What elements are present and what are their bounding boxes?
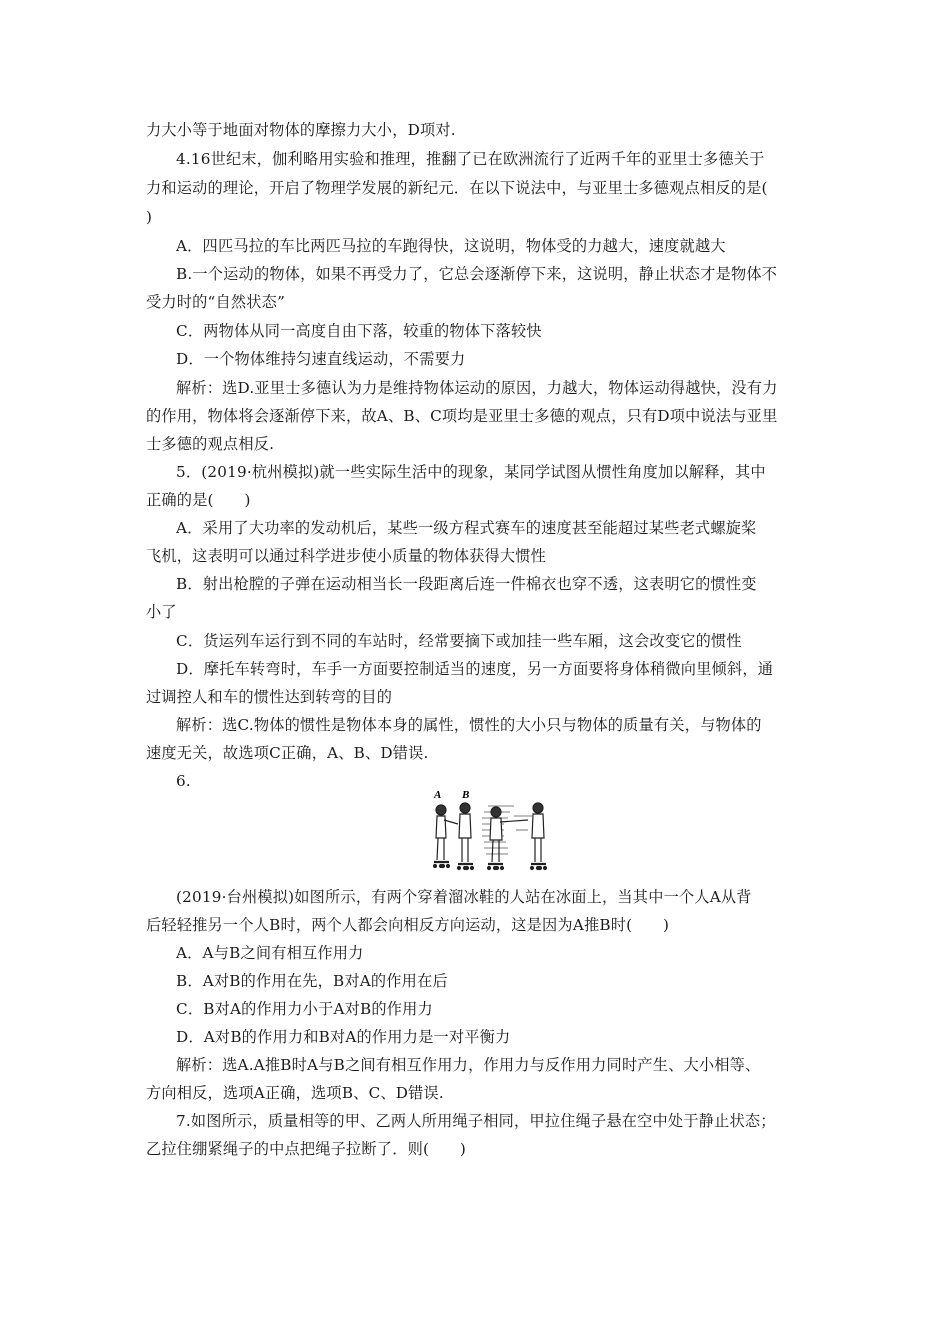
figure-label-b: B bbox=[462, 789, 470, 801]
figure-label-a: A bbox=[434, 789, 442, 801]
question-5-line: 5．(2019·杭州模拟)就一些实际生活中的现象，某同学试图从惯性角度加以解释，其中 bbox=[176, 463, 766, 481]
option-c: C．B对A的作用力小于A对B的作用力 bbox=[176, 1000, 433, 1018]
question-7-line: 乙拉住绷紧绳子的中点把绳子拉断了．则( ) bbox=[146, 1140, 467, 1158]
question-4-line: ) bbox=[146, 208, 153, 226]
skater-a-before bbox=[434, 805, 459, 868]
option-c: C．货运列车运行到不同的车站时，经常要摘下或加挂一些车厢，这会改变它的惯性 bbox=[176, 632, 742, 650]
option-a: A．A与B之间有相互作用力 bbox=[176, 944, 364, 962]
question-5-line: 正确的是( ) bbox=[146, 491, 251, 509]
skater-b-after bbox=[531, 803, 547, 870]
option-b: B．射出枪膛的子弹在运动相当长一段距离后连一件棉衣也穿不透，这表明它的惯性变 bbox=[176, 575, 757, 593]
option-d-cont: 过调控人和车的惯性达到转弯的目的 bbox=[146, 688, 393, 706]
option-b: B．A对B的作用在先，B对A的作用在后 bbox=[176, 972, 448, 990]
option-b: B.一个运动的物体，如果不再受力了，它总会逐渐停下来，这说明，静止状态才是物体不 bbox=[176, 265, 778, 283]
option-c: C．两物体从同一高度自由下落，较重的物体下落较快 bbox=[176, 322, 542, 340]
analysis-4: 解析：选D.亚里士多德认为力是维持物体运动的原因，力越大，物体运动得越快，没有力 bbox=[176, 379, 778, 397]
analysis-5: 速度无关，故选项C正确，A、B、D错误. bbox=[146, 744, 429, 762]
motion-lines bbox=[482, 806, 532, 854]
skaters-figure bbox=[424, 786, 554, 882]
analysis-6: 方向相反，选项A正确，选项B、C、D错误. bbox=[146, 1084, 444, 1102]
option-a-cont: 飞机，这表明可以通过科学进步使小质量的物体获得大惯性 bbox=[146, 547, 547, 565]
skater-b-before bbox=[458, 803, 474, 870]
option-b-cont: 受力时的“自然状态” bbox=[146, 293, 286, 311]
question-4-line: 4.16世纪末，伽利略用实验和推理，推翻了已在欧洲流行了近两千年的亚里士多德关于 bbox=[176, 150, 765, 168]
option-d: D．一个物体维持匀速直线运动，不需要力 bbox=[176, 350, 466, 368]
option-a: A．采用了大功率的发动机后，某些一级方程式赛车的速度甚至能超过某些老式螺旋桨 bbox=[176, 519, 757, 537]
analysis-5: 解析：选C.物体的惯性是物体本身的属性，惯性的大小只与物体的质量有关，与物体的 bbox=[176, 716, 762, 734]
analysis-4: 的作用，物体将会逐渐停下来，故A、B、C项均是亚里士多德的观点，只有D项中说法与亚里 bbox=[146, 407, 778, 425]
option-b-cont: 小了 bbox=[146, 603, 177, 621]
question-6-line: (2019·台州模拟)如图所示，有两个穿着溜冰鞋的人站在冰面上，当其中一个人A从背 bbox=[176, 888, 752, 906]
option-d: D．A对B的作用力和B对A的作用力是一对平衡力 bbox=[176, 1028, 511, 1046]
question-6-line: 后轻轻推另一个人B时，两个人都会向相反方向运动，这是因为A推B时( ) bbox=[146, 916, 670, 934]
option-a: A．四匹马拉的车比两匹马拉的车跑得快，这说明，物体受的力越大，速度就越大 bbox=[176, 237, 726, 255]
question-6-number: 6. bbox=[176, 772, 191, 790]
question-4-line: 力和运动的理论，开启了物理学发展的新纪元．在以下说法中，与亚里士多德观点相反的是( bbox=[146, 179, 768, 197]
option-d: D．摩托车转弯时，车手一方面要控制适当的速度，另一方面要将身体稍微向里倾斜，通 bbox=[176, 660, 774, 678]
question-7-line: 7.如图所示，质量相等的甲、乙两人所用绳子相同，甲拉住绳子悬在空中处于静止状态； bbox=[176, 1112, 776, 1130]
analysis-6: 解析：选A.A推B时A与B之间有相互作用力，作用力与反作用力同时产生、大小相等、 bbox=[176, 1056, 761, 1074]
text-line: 力大小等于地面对物体的摩擦力大小，D项对. bbox=[146, 121, 456, 139]
analysis-4: 士多德的观点相反. bbox=[146, 435, 275, 453]
